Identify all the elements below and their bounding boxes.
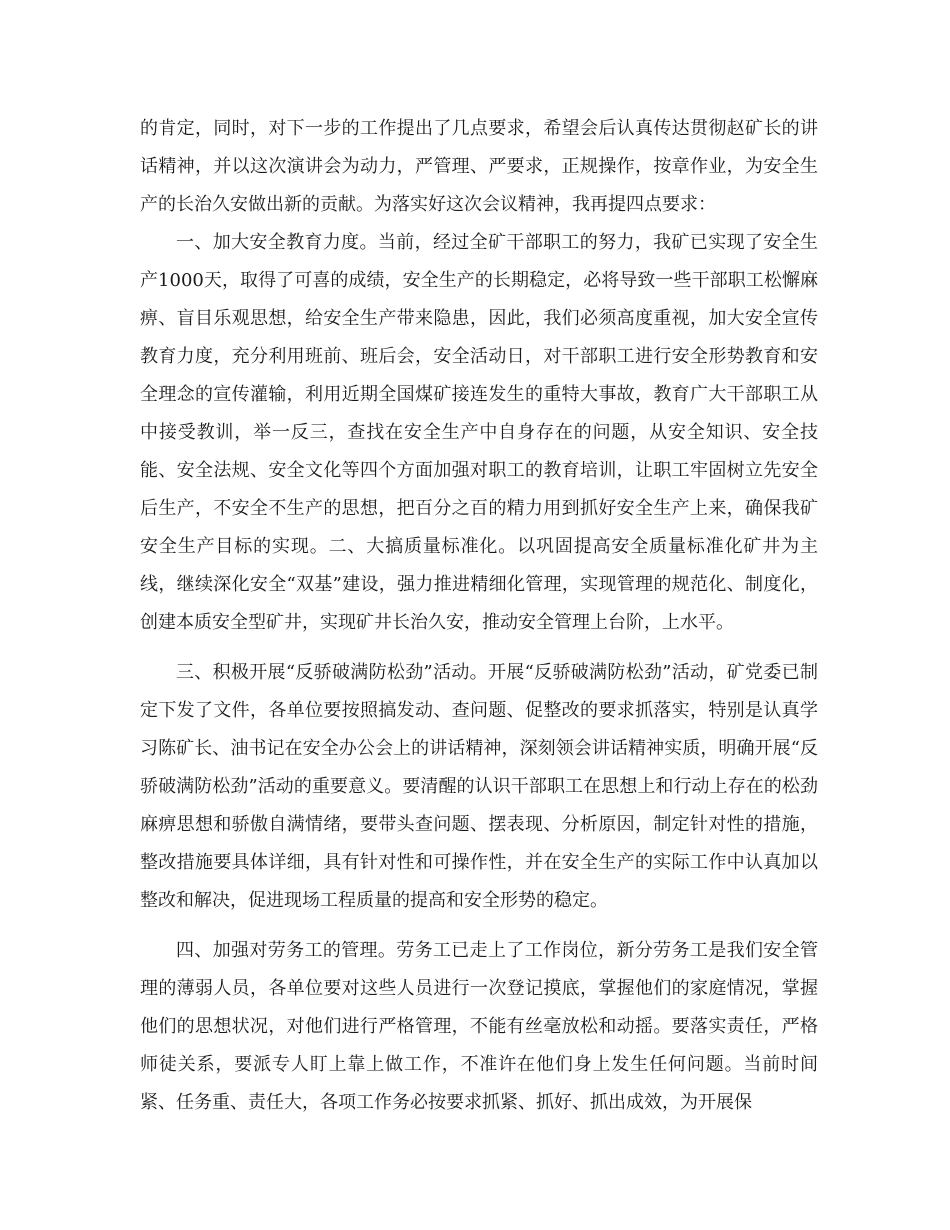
paragraph-continuation: 的肯定，同时，对下一步的工作提出了几点要求，希望会后认真传达贯彻赵矿长的讲话精神，并以这次演讲会为动力，严管理、严要求，正规操作，按章作业，为安全生产的长治久安做出新的贡献。为落实好这次会议精神，我再提四点要求： [140,118,818,215]
paragraph-safety-education: 一、加大安全教育力度。当前，经过全矿干部职工的努力，我矿已实现了安全生产1000天，取得了可喜的成绩，安全生产的长期稳定，必将导致一些干部职工松懈麻痹、盲目乐观思想，给安全生产带来隐患，因此，我们必须高度重视，加大安全宣传教育力度，充分利用班前、班后会，安全活动日，对干部职工进行安全形势教育和安全理念的宣传灌输，利用近期全国煤矿接连发生的重特大事故，教育广大干部职工从中接受教训，举一反三，查找在安全生产中自身存在的问题，从安全知识、安全技能、安全法规、安全文化等四个方面加强对职工的教育培训，让职工牢固树立先安全后生产，不安全不生产的思想，把百分之百的精力用到抓好安全生产上来，确保我矿安全生产目标的实现。二、大搞质量标准化。以巩固提高安全质量标准化矿井为主线，继续深化安全“双基”建设，强力推进精细化管理，实现管理的规范化、制度化，创建本质安全型矿井，实现矿井长治久安，推动安全管理上台阶，上水平。 [140,232,818,633]
paragraph-anti-complacency: 三、积极开展“反骄破满防松劲”活动。开展“反骄破满防松劲”活动，矿党委已制定下发了文件，各单位要按照搞发动、查问题、促整改的要求抓落实，特别是认真学习陈矿长、油书记在安全办公会上的讲话精神，深刻领会讲话精神实质，明确开展“反骄破满防松劲”活动的重要意义。要清醒的认识干部职工在思想上和行动上存在的松劲麻痹思想和骄傲自满情绪，要带头查问题、摆表现、分析原因，制定针对性的措施，整改措施要具体详细，具有针对性和可操作性，并在安全生产的实际工作中认真加以整改和解决，促进现场工程质量的提高和安全形势的稳定。 [140,662,818,911]
document-body [140,110,818,1122]
paragraph-labor-management: 四、加强对劳务工的管理。劳务工已走上了工作岗位，新分劳务工是我们安全管理的薄弱人员，各单位要对这些人员进行一次登记摸底，掌握他们的家庭情况，掌握他们的思想状况，对他们进行严格管理，不能有丝毫放松和动摇。要落实责任，严格师徒关系，要派专人盯上靠上做工作，不准许在他们身上发生任何问题。当前时间紧、任务重、责任大，各项工作务必按要求抓紧、抓好、抓出成效，为开展保 [140,940,818,1113]
